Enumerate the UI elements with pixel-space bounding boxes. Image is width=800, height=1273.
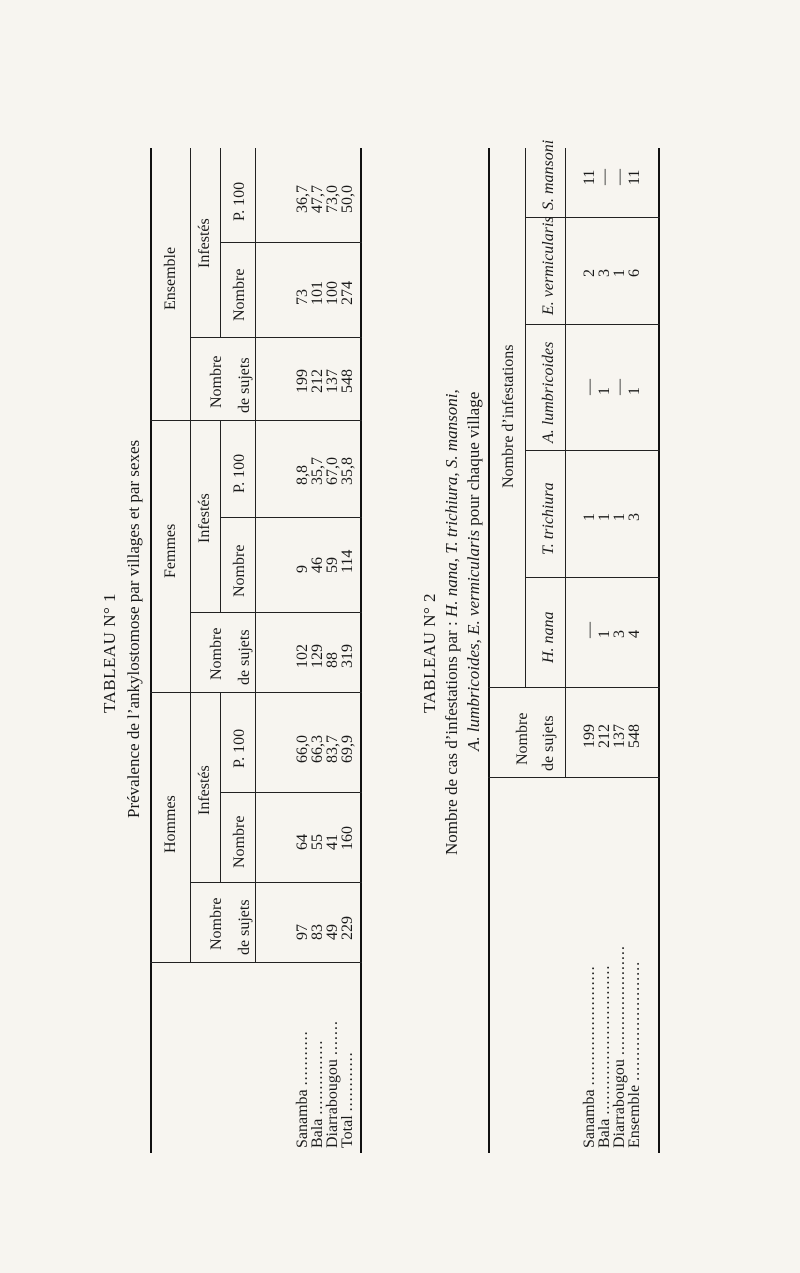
table2-subtitle-line2	[464, 392, 484, 751]
table1-title: TABLEAU N° 1	[100, 592, 119, 713]
table2-species-h-nana: H. nana	[540, 611, 557, 663]
table1-f-infestes: Infestés	[196, 493, 213, 543]
leader-dots: ...........	[294, 1030, 311, 1086]
cell-s-mansoni: —	[596, 169, 613, 185]
cell-h-nana: 4	[626, 630, 643, 638]
cell-f-sujets: 319	[339, 644, 356, 668]
table-row	[597, 965, 612, 1148]
cell-e-p100: 73,0	[324, 185, 341, 213]
cell-f-sujets: 88	[324, 652, 341, 668]
cell-h-nombre: 55	[309, 834, 326, 850]
cell-f-p100: 8,8	[294, 465, 311, 485]
table1-group-rule	[190, 148, 191, 963]
table2-subtitle-line1	[442, 389, 462, 855]
cell-h-nana: 3	[611, 630, 628, 638]
table1-e-nombre: Nombre	[208, 355, 225, 408]
table1-f-nombre: Nombre	[208, 627, 225, 680]
cell-s-mansoni: 11	[626, 169, 643, 185]
table2-bottom-rule	[658, 148, 660, 1153]
table1-subtitle: Prévalence de l’ankylostomose par villages et par sexes	[124, 439, 143, 818]
table1-h-p100: P. 100	[231, 728, 248, 768]
cell-h-nana: —	[581, 622, 598, 638]
cell-h-sujets: 49	[324, 924, 341, 940]
table2-infestations-rule	[525, 148, 526, 688]
table1-infestes-rule-h	[220, 693, 221, 883]
table1-e-desujets: de sujets	[236, 357, 253, 413]
village-name: Bala	[309, 1118, 326, 1148]
table2-title: TABLEAU N° 2	[420, 592, 439, 713]
table2-header-rule	[565, 148, 566, 778]
village-name: Ensemble	[626, 1084, 643, 1148]
table1-e-infestes: Infestés	[196, 218, 213, 268]
cell-e-vermicularis: 6	[626, 269, 643, 277]
cell-h-p100: 66,0	[294, 735, 311, 763]
cell-e-vermicularis: 2	[581, 269, 598, 277]
table2-divider-2	[525, 450, 660, 451]
table-row	[627, 961, 642, 1148]
table1-top-rule	[150, 148, 152, 1153]
village-name: Diarrabougou	[611, 1059, 628, 1148]
table1-f-p100: P. 100	[231, 453, 248, 493]
cell-f-nombre: 9	[294, 565, 311, 573]
cell-f-nombre: 46	[309, 557, 326, 573]
leader-dots: .......	[324, 1020, 341, 1056]
table-row	[325, 1020, 340, 1148]
cell-h-nombre: 160	[339, 826, 356, 850]
table2-divider-3	[525, 324, 660, 325]
leader-dots: ......................	[611, 945, 628, 1056]
cell-h-p100: 69,9	[339, 735, 356, 763]
cell-s-mansoni: 11	[581, 169, 598, 185]
cell-f-p100: 35,7	[309, 457, 326, 485]
cell-h-p100: 66,3	[309, 735, 326, 763]
table1-h-nombre: Nombre	[208, 897, 225, 950]
cell-f-nombre: 59	[324, 557, 341, 573]
cell-h-sujets: 83	[309, 924, 326, 940]
cell-f-nombre: 114	[339, 549, 356, 573]
cell-t-trichiura: 3	[626, 513, 643, 521]
table2-stub-divider	[488, 777, 660, 778]
cell-a-lumbricoides: —	[581, 379, 598, 395]
cell-e-nombre: 274	[339, 281, 356, 305]
table1-divider-h1	[190, 882, 362, 883]
table-row	[295, 1030, 310, 1148]
cell-sujets: 199	[581, 724, 598, 748]
cell-h-sujets: 97	[294, 924, 311, 940]
subtitle-plain: pour chaque village	[464, 391, 483, 531]
cell-sujets: 137	[611, 724, 628, 748]
cell-e-p100: 36,7	[294, 185, 311, 213]
cell-f-sujets: 102	[294, 644, 311, 668]
table2-species-a-lumbricoides: A. lumbricoides	[540, 341, 557, 443]
table2-head-desujets: de sujets	[540, 715, 557, 771]
village-name: Diarrabougou	[324, 1059, 341, 1148]
table1-infestes-rule-e	[220, 148, 221, 338]
table1-divider-e1	[190, 337, 362, 338]
cell-e-vermicularis: 3	[596, 269, 613, 277]
cell-t-trichiura: 1	[611, 513, 628, 521]
cell-t-trichiura: 1	[581, 513, 598, 521]
table1-h-nombre-col: Nombre	[231, 815, 248, 868]
table1-group-hommes: Hommes	[162, 795, 179, 853]
leader-dots: ........................	[581, 965, 598, 1086]
table1-header-rule	[255, 148, 256, 963]
table-row	[310, 1040, 325, 1148]
cell-h-p100: 83,7	[324, 735, 341, 763]
cell-e-nombre: 100	[324, 281, 341, 305]
leader-dots: ..............................	[596, 964, 613, 1115]
cell-e-nombre: 101	[309, 281, 326, 305]
table2-species-e-vermicularis: E. vermicularis	[540, 216, 557, 315]
cell-e-sujets: 212	[309, 369, 326, 393]
cell-h-nombre: 41	[324, 834, 341, 850]
table1-e-nombre-col: Nombre	[231, 268, 248, 321]
table2-species-s-mansoni: S. mansoni	[540, 139, 557, 210]
cell-a-lumbricoides: —	[611, 379, 628, 395]
cell-a-lumbricoides: 1	[626, 387, 643, 395]
table1-group-femmes: Femmes	[162, 523, 179, 578]
table2-top-rule	[488, 148, 490, 1153]
village-name: Total	[339, 1115, 356, 1148]
cell-t-trichiura: 1	[596, 513, 613, 521]
table-row	[340, 1051, 355, 1148]
cell-f-p100: 67,0	[324, 457, 341, 485]
table1-f-nombre-col: Nombre	[231, 544, 248, 597]
table1-divider-f2	[220, 517, 362, 518]
table1-h-infestes: Infestés	[196, 765, 213, 815]
cell-e-p100: 50,0	[339, 185, 356, 213]
cell-e-nombre: 73	[294, 289, 311, 305]
table1-f-desujets: de sujets	[236, 629, 253, 685]
cell-h-sujets: 229	[339, 916, 356, 940]
cell-f-sujets: 129	[309, 644, 326, 668]
table1-e-p100: P. 100	[231, 181, 248, 221]
table1-bottom-rule	[360, 148, 362, 1153]
subtitle-species: H. nana, T. trichiura, S. mansoni,	[442, 389, 461, 618]
table1-divider-f1	[190, 612, 362, 613]
table1-divider-femmes	[150, 692, 362, 693]
cell-h-nana: 1	[596, 630, 613, 638]
table2-head-nombre: Nombre	[514, 712, 531, 765]
table1-group-ensemble: Ensemble	[162, 246, 179, 310]
table-row	[582, 965, 597, 1148]
leader-dots: ............	[339, 1051, 356, 1112]
cell-e-p100: 47,7	[309, 185, 326, 213]
cell-sujets: 548	[626, 724, 643, 748]
cell-sujets: 212	[596, 724, 613, 748]
subtitle-plain: Nombre de cas d’infestations par :	[442, 617, 461, 855]
table1-divider-h2	[220, 792, 362, 793]
leader-dots: ........................	[626, 960, 643, 1081]
cell-a-lumbricoides: 1	[596, 387, 613, 395]
cell-s-mansoni: —	[611, 169, 628, 185]
subtitle-species: A. lumbricoides, E. vermicularis	[464, 530, 483, 751]
village-name: Sanamba	[294, 1089, 311, 1148]
table2-head-infestations: Nombre d’infestations	[500, 344, 517, 488]
table1-h-desujets: de sujets	[236, 899, 253, 955]
cell-e-vermicularis: 1	[611, 269, 628, 277]
cell-h-nombre: 64	[294, 834, 311, 850]
table-row	[612, 945, 627, 1148]
table2-divider-sujets	[488, 687, 660, 688]
cell-e-sujets: 137	[324, 369, 341, 393]
village-name: Bala	[596, 1118, 613, 1148]
table1-stub-divider	[150, 962, 362, 963]
table2-divider-1	[525, 577, 660, 578]
village-name: Sanamba	[581, 1089, 598, 1148]
cell-f-p100: 35,8	[339, 457, 356, 485]
cell-e-sujets: 548	[339, 369, 356, 393]
table2-species-t-trichiura: T. trichiura	[540, 482, 557, 555]
cell-e-sujets: 199	[294, 369, 311, 393]
table1-divider-ensemble	[150, 420, 362, 421]
table1-divider-e2	[220, 242, 362, 243]
leader-dots: ...............	[309, 1039, 326, 1115]
